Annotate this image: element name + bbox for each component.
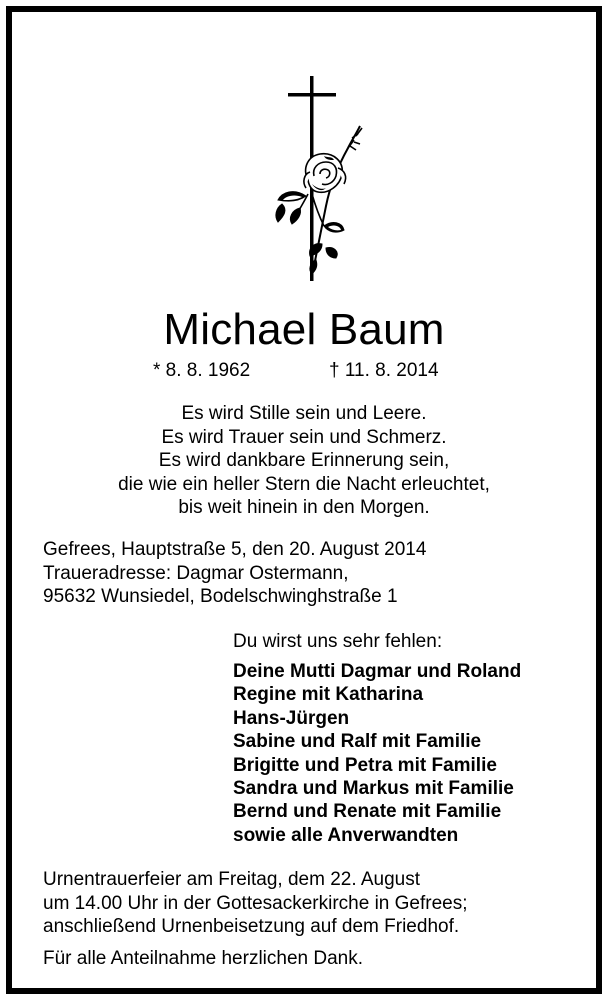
deceased-name: Michael Baum [163, 305, 445, 354]
birth-date: * 8. 8. 1962 [153, 360, 251, 381]
mourner-line: Brigitte und Petra mit Familie [233, 754, 497, 776]
place-date-line: Gefrees, Hauptstraße 5, den 20. August 2014 [43, 539, 427, 560]
poem-line: Es wird Stille sein und Leere. [181, 403, 427, 424]
thanks-line: Für alle Anteilnahme herzlichen Dank. [43, 948, 364, 969]
poem-verse [12, 402, 596, 520]
obituary-content [12, 12, 596, 988]
cross-with-rose-icon [252, 76, 372, 286]
death-date: † 11. 8. 2014 [329, 360, 439, 381]
mourner-line: Regine mit Katharina [233, 684, 424, 706]
place-and-address [43, 538, 426, 609]
mourner-line: Deine Mutti Dagmar und Roland [233, 661, 522, 682]
mourner-line: Bernd und Renate mit Familie [233, 801, 502, 823]
poem-line: bis weit hinein in den Morgen. [178, 497, 430, 518]
miss-you-line: Du wirst uns sehr fehlen: [233, 631, 443, 652]
mourner-line: Hans-Jürgen [233, 707, 350, 729]
mourner-line: Sabine und Ralf mit Familie [233, 731, 482, 753]
funeral-line: Urnentrauerfeier am Freitag, dem 22. August [43, 869, 421, 890]
mourner-line: Sandra und Markus mit Familie [233, 778, 514, 800]
mourners-list [233, 660, 521, 847]
mourner-line: sowie alle Anverwandten [233, 824, 459, 846]
mourning-address-line: Traueradresse: Dagmar Ostermann, [43, 562, 349, 584]
poem-line: die wie ein heller Stern die Nacht erleuchtet, [118, 473, 490, 495]
funeral-details [43, 868, 468, 939]
mourning-address-city-line: 95632 Wunsiedel, Bodelschwinghstraße 1 [43, 586, 398, 607]
funeral-line: anschließend Urnenbeisetzung auf dem Friedhof. [43, 916, 460, 937]
poem-line: Es wird Trauer sein und Schmerz. [161, 426, 447, 448]
poem-line: Es wird dankbare Erinnerung sein, [158, 450, 450, 471]
obituary-frame [6, 6, 602, 994]
funeral-line: um 14.00 Uhr in der Gottesackerkirche in Gefrees; [43, 892, 468, 914]
